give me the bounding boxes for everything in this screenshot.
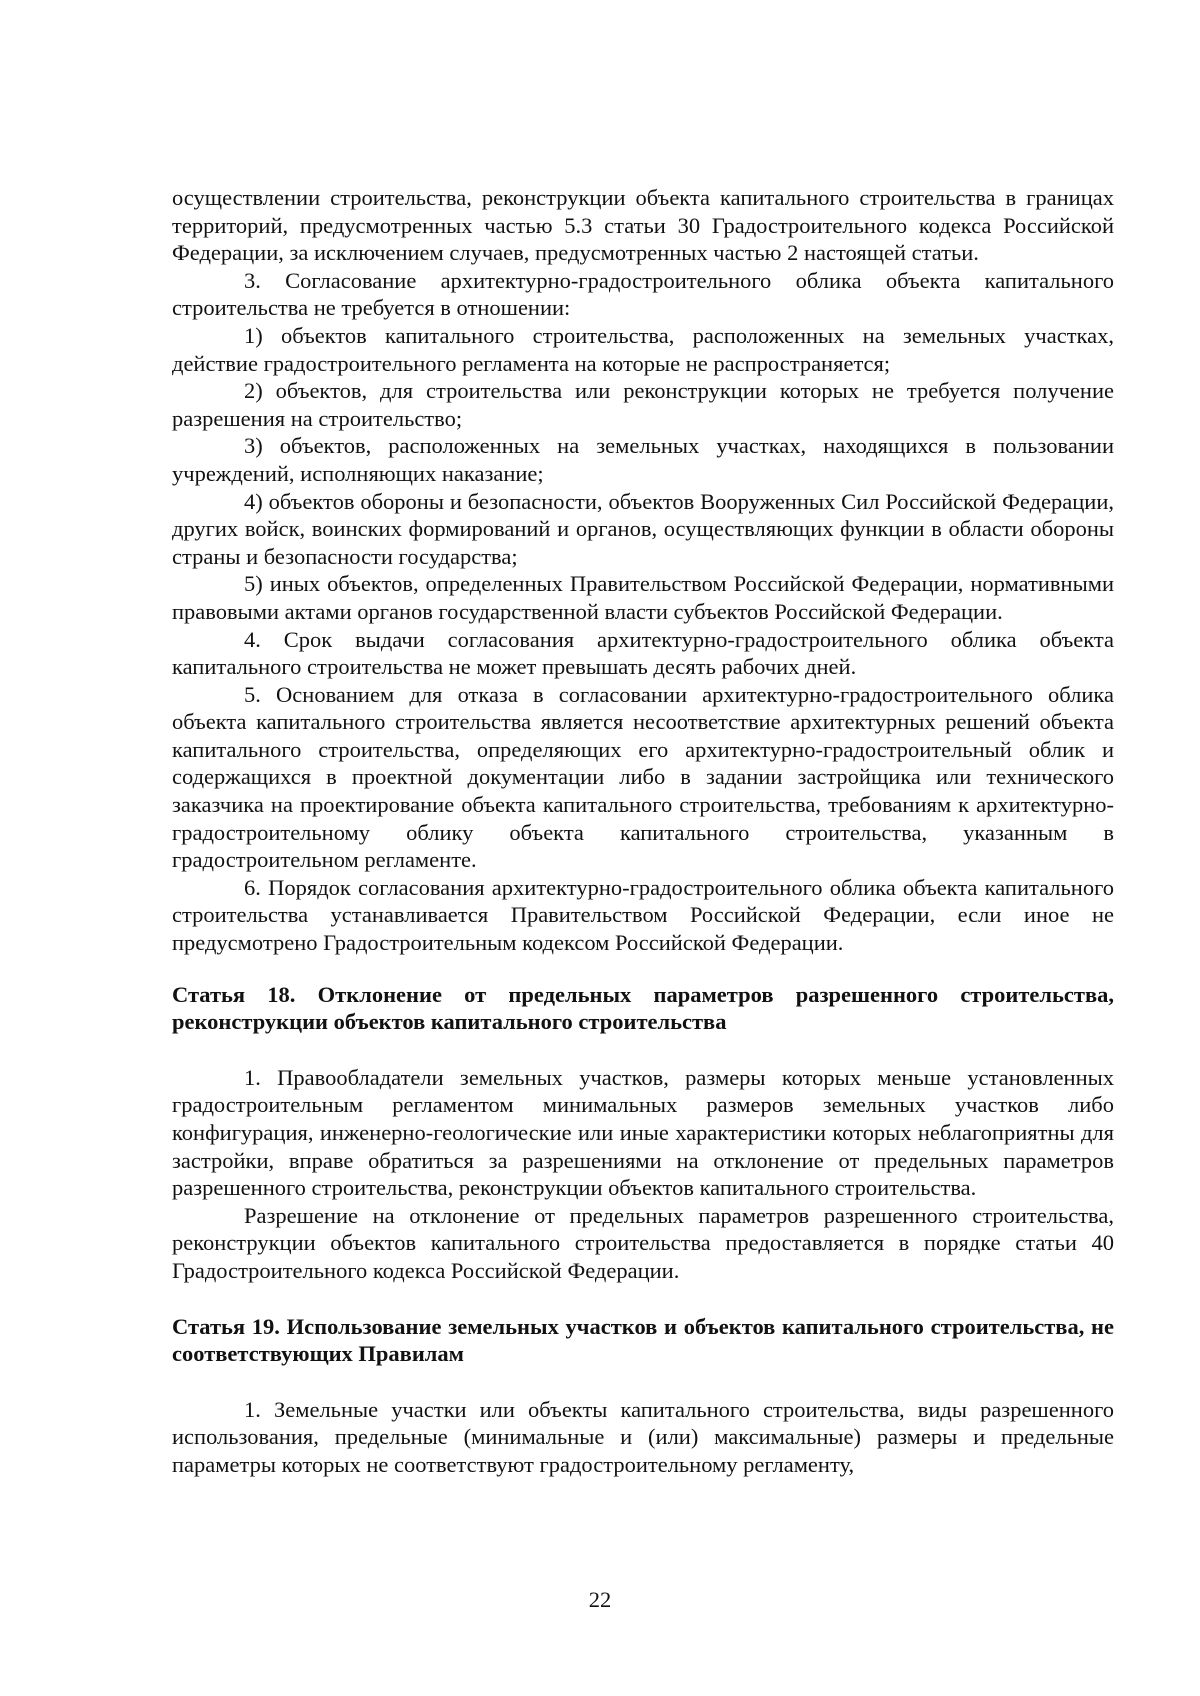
- paragraph-item-3-1: 1) объектов капитального строительства, расположенных на земельных участках, действие градостроительного регламента на которые не распространяется;: [172, 322, 1114, 376]
- document-page: [172, 184, 1114, 1479]
- page-number: 22: [588, 1587, 612, 1612]
- paragraph-item-4: 4. Срок выдачи согласования архитектурно-градостроительного облика объекта капитального строительства не может превышать десять рабочих дней.: [172, 626, 1114, 680]
- paragraph-item-3-5: 5) иных объектов, определенных Правительством Российской Федерации, нормативными правовыми актами органов государственной власти субъектов Российской Федерации.: [172, 571, 1114, 624]
- article-18-heading: Статья 18. Отклонение от предельных параметров разрешенного строительства, реконструкции объектов капитального строительства: [172, 981, 1114, 1035]
- article-18-paragraph-1: 1. Правообладатели земельных участков, размеры которых меньше установленных градостроительным регламентом минимальных размеров земельных участков либо конфигурация, инженерно-геологические или иные характеристики которых неблагоприятны для застройки, вправе обратиться за разрешениями на отклонение от предельных параметров разрешенного строительства, реконструкции объектов капитального строительства.: [172, 1064, 1114, 1201]
- paragraph-item-3-3: 3) объектов, расположенных на земельных участках, находящихся в пользовании учреждений, исполняющих наказание;: [172, 433, 1114, 486]
- paragraph-item-3: 3. Согласование архитектурно-градостроительного облика объекта капитального строительства не требуется в отношении:: [172, 267, 1114, 321]
- paragraph-item-3-4: 4) объектов обороны и безопасности, объектов Вооруженных Сил Российской Федерации, других войск, воинских формирований и органов, осуществляющих функции в области обороны страны и безопасности государства;: [172, 488, 1114, 569]
- article-19-heading: Статья 19. Использование земельных участков и объектов капитального строительства, не соответствующих Правилам: [172, 1313, 1114, 1367]
- paragraph-continuation: осуществлении строительства, реконструкции объекта капитального строительства в границах территорий, предусмотренных частью 5.3 статьи 30 Градостроительного кодекса Российской Федерации, за исключением случаев, предусмотренных частью 2 настоящей статьи.: [172, 185, 1114, 266]
- paragraph-item-5: 5. Основанием для отказа в согласовании архитектурно-градостроительного облика объекта капитального строительства является несоответствие архитектурных решений объекта капитального строительства, определяющих его архитектурно-градостроительный облик и содержащихся в проектной документации либо в задании застройщика или технического заказчика на проектирование объекта капитального строительства, требованиям к архитектурно-градостроительному облику объекта капитального строительства, указанным в градостроительном регламенте.: [172, 681, 1114, 873]
- paragraph-item-6: 6. Порядок согласования архитектурно-градостроительного облика объекта капитального строительства устанавливается Правительством Российской Федерации, если иное не предусмотрено Градостроительным кодексом Российской Федерации.: [172, 874, 1114, 956]
- article-18-paragraph-2: Разрешение на отклонение от предельных параметров разрешенного строительства, реконструкции объектов капитального строительства предоставляется в порядке статьи 40 Градостроительного кодекса Российской Федерации.: [172, 1202, 1114, 1283]
- article-19-paragraph-1: 1. Земельные участки или объекты капитального строительства, виды разрешенного использования, предельные (минимальные и (или) максимальные) размеры и предельные параметры которых не соответствуют градостроительному регламенту,: [172, 1396, 1114, 1477]
- paragraph-item-3-2: 2) объектов, для строительства или реконструкции которых не требуется получение разрешения на строительство;: [172, 378, 1114, 431]
